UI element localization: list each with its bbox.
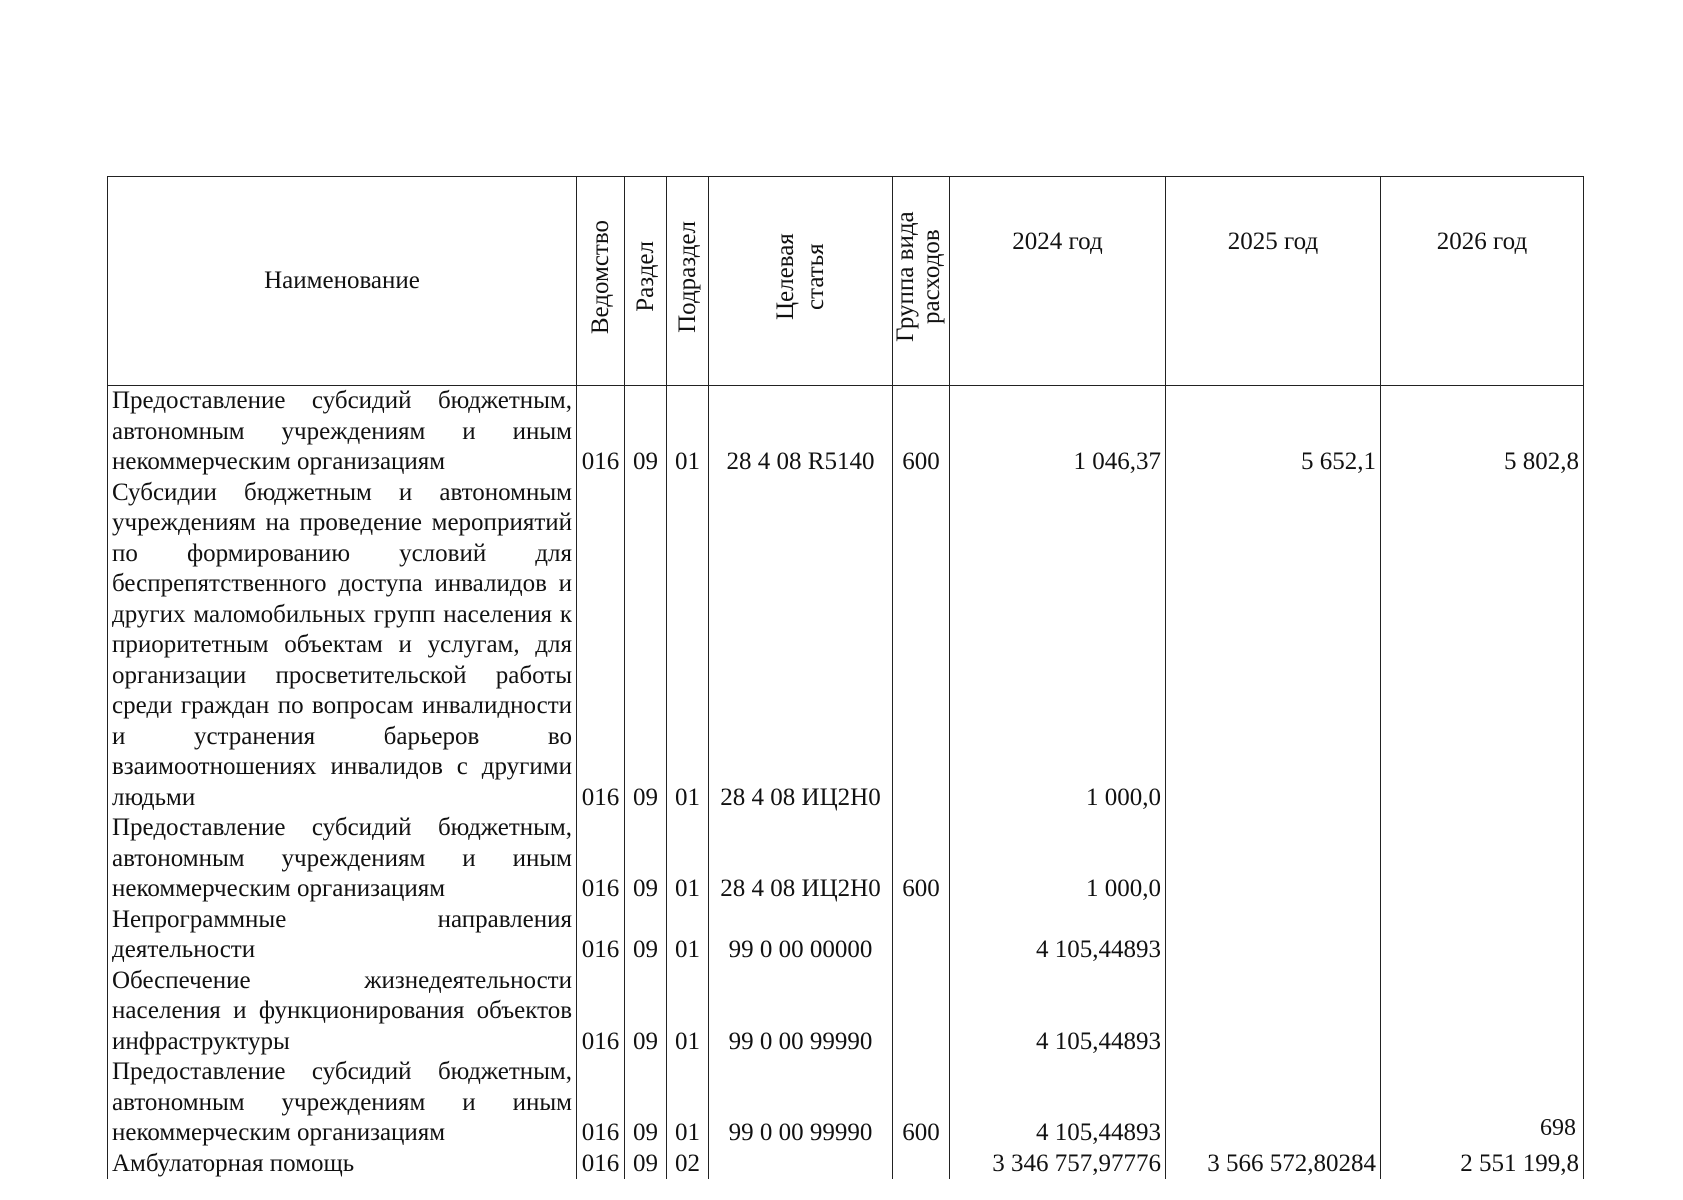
row-amount-2024: 4 105,44893 xyxy=(950,905,1166,966)
row-amount-2026 xyxy=(1381,905,1584,966)
row-subsection: 01 xyxy=(667,966,709,1058)
row-department: 016 xyxy=(577,966,625,1058)
header-name: Наименование xyxy=(108,177,577,386)
row-name: Субсидии бюджетным и автономным учреждениям на проведение мероприятий по формированию условий для беспрепятственного доступа инвалидов и других маломобильных групп населения к приоритетным объектам и услугам, для организации просветительской работы среди граждан по вопросам инвалидности и устранения барьеров во взаимоотношениях инвалидов с другими людьми xyxy=(108,478,577,814)
row-subsection: 01 xyxy=(667,905,709,966)
header-department: Ведомство xyxy=(577,177,625,386)
header-section: Раздел xyxy=(625,177,667,386)
row-amount-2024: 1 000,0 xyxy=(950,478,1166,814)
table-row xyxy=(108,1057,1584,1149)
row-name: Амбулаторная помощь xyxy=(108,1149,577,1180)
row-section: 09 xyxy=(625,905,667,966)
page-number: 698 xyxy=(1540,1115,1576,1141)
row-name: Непрограммные направления деятельности xyxy=(108,905,577,966)
row-subsection: 01 xyxy=(667,1057,709,1149)
row-section: 09 xyxy=(625,1057,667,1149)
row-target-article: 28 4 08 R5140 xyxy=(709,386,893,478)
header-target-article: Целевая статья xyxy=(709,177,893,386)
row-name: Предоставление субсидий бюджетным, автономным учреждениям и иным некоммерческим организациям xyxy=(108,386,577,478)
header-year-2024: 2024 год xyxy=(950,177,1166,386)
row-department: 016 xyxy=(577,905,625,966)
table-row xyxy=(108,905,1584,966)
row-target-article: 99 0 00 99990 xyxy=(709,966,893,1058)
row-amount-2025: 5 652,1 xyxy=(1166,386,1381,478)
row-department: 016 xyxy=(577,1149,625,1180)
row-target-article: 99 0 00 99990 xyxy=(709,1057,893,1149)
row-section: 09 xyxy=(625,966,667,1058)
row-amount-2024: 4 105,44893 xyxy=(950,966,1166,1058)
row-amount-2025 xyxy=(1166,966,1381,1058)
row-expense-group xyxy=(893,905,950,966)
row-expense-group: 600 xyxy=(893,1057,950,1149)
row-target-article: 28 4 08 ИЦ2Н0 xyxy=(709,813,893,905)
table-row xyxy=(108,386,1584,478)
table-row xyxy=(108,966,1584,1058)
row-amount-2024: 3 346 757,97776 xyxy=(950,1149,1166,1180)
row-department: 016 xyxy=(577,813,625,905)
row-amount-2026 xyxy=(1381,813,1584,905)
row-section: 09 xyxy=(625,1149,667,1180)
row-amount-2024: 1 046,37 xyxy=(950,386,1166,478)
row-subsection: 01 xyxy=(667,386,709,478)
row-target-article: 99 0 00 00000 xyxy=(709,905,893,966)
row-section: 09 xyxy=(625,478,667,814)
row-target-article xyxy=(709,1149,893,1180)
row-department: 016 xyxy=(577,386,625,478)
row-amount-2025 xyxy=(1166,478,1381,814)
row-name: Предоставление субсидий бюджетным, автономным учреждениям и иным некоммерческим организациям xyxy=(108,813,577,905)
row-amount-2026: 5 802,8 xyxy=(1381,386,1584,478)
header-expense-group: Группа вида расходов xyxy=(893,177,950,386)
row-section: 09 xyxy=(625,386,667,478)
row-amount-2026 xyxy=(1381,478,1584,814)
row-amount-2026 xyxy=(1381,966,1584,1058)
row-amount-2025: 3 566 572,80284 xyxy=(1166,1149,1381,1180)
row-amount-2026: 2 551 199,8 xyxy=(1381,1149,1584,1180)
row-subsection: 01 xyxy=(667,478,709,814)
table-row xyxy=(108,478,1584,814)
row-section: 09 xyxy=(625,813,667,905)
row-subsection: 02 xyxy=(667,1149,709,1180)
header-subsection: Подраздел xyxy=(667,177,709,386)
row-department: 016 xyxy=(577,478,625,814)
header-year-2025: 2025 год xyxy=(1166,177,1381,386)
row-expense-group xyxy=(893,1149,950,1180)
row-target-article: 28 4 08 ИЦ2Н0 xyxy=(709,478,893,814)
row-amount-2025 xyxy=(1166,813,1381,905)
budget-table xyxy=(107,176,1584,1179)
header-year-2026: 2026 год xyxy=(1381,177,1584,386)
table-header xyxy=(108,177,1584,386)
row-expense-group: 600 xyxy=(893,813,950,905)
row-amount-2025 xyxy=(1166,1057,1381,1149)
row-subsection: 01 xyxy=(667,813,709,905)
table-row xyxy=(108,813,1584,905)
row-amount-2024: 4 105,44893 xyxy=(950,1057,1166,1149)
row-expense-group xyxy=(893,478,950,814)
row-expense-group xyxy=(893,966,950,1058)
row-name: Обеспечение жизнедеятельности населения и функционирования объектов инфраструктуры xyxy=(108,966,577,1058)
table-body xyxy=(108,386,1584,1180)
row-department: 016 xyxy=(577,1057,625,1149)
table-row xyxy=(108,1149,1584,1180)
row-amount-2025 xyxy=(1166,905,1381,966)
row-name: Предоставление субсидий бюджетным, автономным учреждениям и иным некоммерческим организациям xyxy=(108,1057,577,1149)
row-expense-group: 600 xyxy=(893,386,950,478)
row-amount-2024: 1 000,0 xyxy=(950,813,1166,905)
